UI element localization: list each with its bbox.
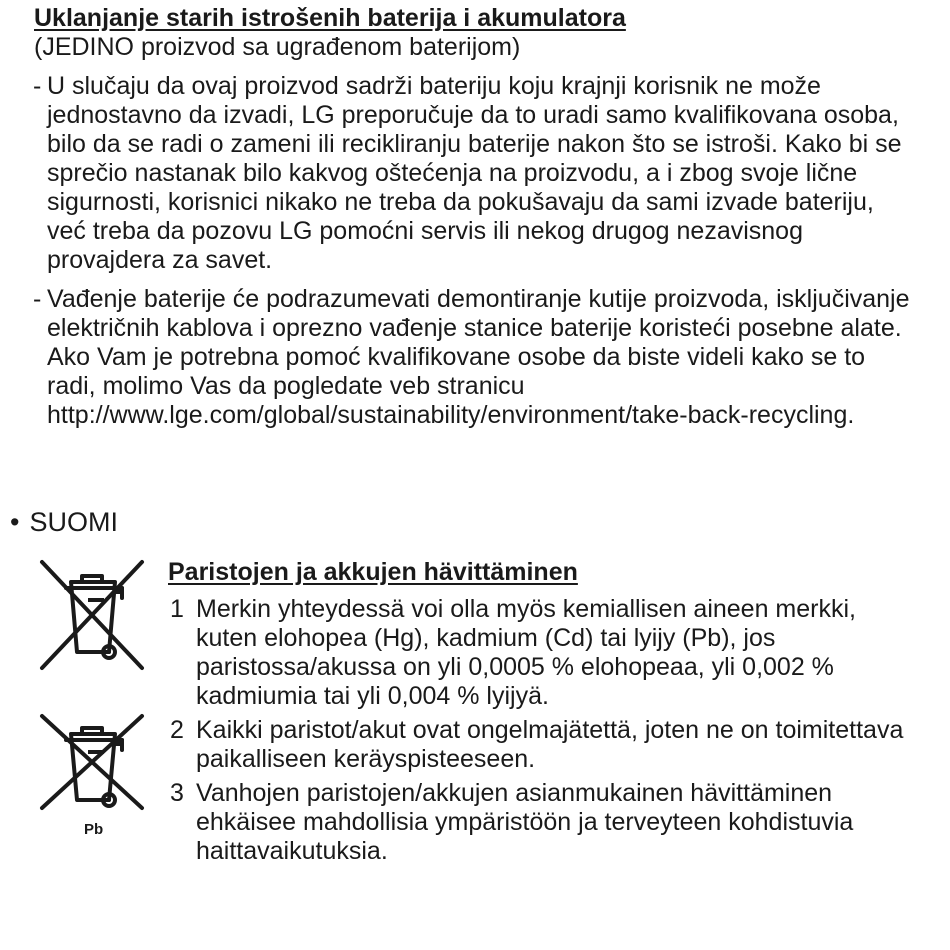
bullet-marker: • [10, 507, 20, 537]
list-number: 2 [170, 716, 184, 744]
list-item-text: Kaikki paristot/akut ovat ongelmajätettä, joten ne on toimitettava paikalliseen keräyspisteeseen. [196, 716, 904, 773]
list-item [168, 716, 908, 774]
list-item-text: Merkin yhteydessä voi olla myös kemiallisen aineen merkki, kuten elohopea (Hg), kadmium (Cd) tai lyijy (Pb), jos paristossa/akussa on yli 0,0005 % elohopeaa, yli 0,002 % kadmiumia tai yli 0,004 % lyijyä. [196, 595, 856, 710]
list-number: 1 [170, 595, 184, 623]
serbian-battery-section [34, 4, 914, 440]
battery-removal-heading: Uklanjanje starih istrošenih baterija i akumulatora [34, 4, 626, 32]
dash-marker: - [33, 72, 42, 100]
list-item-text: U slučaju da ovaj proizvod sadrži bateriju koju krajnji korisnik ne može jednostavno da izvadi, LG preporučuje da to uradi samo kvalifikovana osoba, bilo da se radi o zameni ili recikliranju baterije nakon što se istroši. Kako bi se sprečio nastanak bilo kakvog oštećenja na proizvodu, a i zbog svoje lične sigurnosti, korisnici nikako ne treba da pokušavaju da sami izvade bateriju, već treba da pozovu LG pomoćni servis ili nekog drugog nezavisnog provajdera za savet. [47, 72, 902, 274]
list-item-text: Vanhojen paristojen/akkujen asianmukainen hävittäminen ehkäisee mahdollisia ympäristöön ja terveyteen kohdistuvia haittavaikutuksia. [196, 779, 854, 865]
dash-marker: - [33, 285, 42, 313]
section-title-text: SUOMI [29, 507, 118, 537]
list-item-text: Vađenje baterije će podrazumevati demontiranje kutije proizvoda, isključivanje električnih kablova i oprezno vađenje stanice baterije koristeći posebne alate. Ako Vam je potrebna pomoć kvalifikovane osobe da biste videli kako se to radi, molimo Vas da pogledate veb stranicu http://www.lge.com/global/sustainability/environment/take-back-recycling. [47, 285, 910, 429]
crossed-out-wheelie-bin-icon [38, 556, 150, 672]
list-number: 3 [170, 779, 184, 807]
list-item [168, 595, 908, 711]
crossed-out-wheelie-bin-pb-icon [38, 712, 150, 842]
battery-disposal-heading: Paristojen ja akkujen hävittäminen [168, 558, 578, 586]
list-item [34, 72, 914, 275]
pb-chemical-label: Pb [84, 821, 104, 838]
finnish-battery-section [168, 558, 908, 871]
finnish-section-title [10, 506, 118, 538]
list-item [34, 285, 914, 430]
battery-removal-subtitle: (JEDINO proizvod sa ugrađenom baterijom) [34, 33, 521, 61]
list-item [168, 779, 908, 866]
